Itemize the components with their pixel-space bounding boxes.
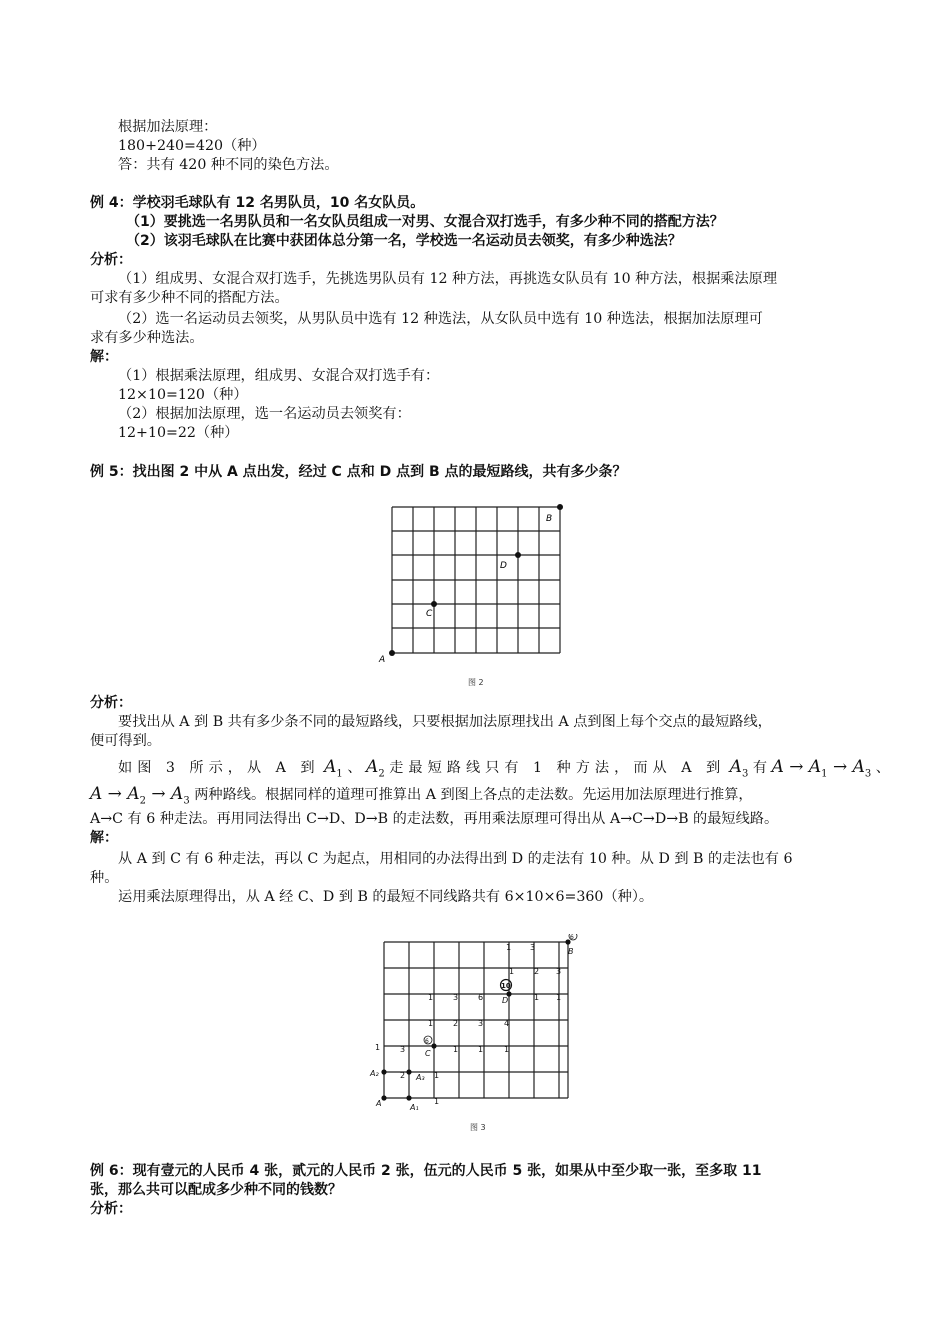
figure-3 bbox=[364, 934, 594, 1134]
count-label: 1 bbox=[504, 1045, 510, 1054]
circled-count: 6 bbox=[425, 1038, 429, 1045]
count-label: 3 bbox=[400, 1045, 406, 1054]
analysis-label: 分析： bbox=[90, 1201, 132, 1217]
count-label: 3 bbox=[530, 943, 536, 952]
analysis-label: 分析： bbox=[90, 695, 132, 711]
text-line: （2）选一名运动员去领奖，从男队员中选有 12 种选法，从女队员中选有 10 种选法，根据加法原理可 bbox=[118, 311, 763, 327]
text-line: （2）根据加法原理，选一名运动员去领奖有： bbox=[118, 406, 411, 422]
text-line: 求有多少种选法。 bbox=[90, 330, 204, 346]
text-span: 、 bbox=[875, 760, 890, 776]
count-label: 1 bbox=[509, 967, 515, 976]
figure-2 bbox=[376, 500, 576, 690]
text-line: 可求有多少种不同的搭配方法。 bbox=[90, 290, 289, 306]
text-span: 走最短路线只有 1 种方法，而从 A 到 bbox=[389, 760, 726, 776]
point-A3-label: A₃ bbox=[416, 1073, 425, 1082]
example-4-title: 例 4：学校羽毛球队有 12 名男队员，10 名女队员。 bbox=[90, 195, 425, 211]
text-line: A→C 有 6 种走法。再用同法得出 C→D、D→B 的走法数，再用乘法原理可得出从 A→C→D→B 的最短线路。 bbox=[90, 811, 779, 827]
count-label: 1 bbox=[375, 1043, 381, 1052]
example-4-question-1: （1）要挑选一名男队员和一名女队员组成一对男、女混合双打选手，有多少种不同的搭配方法？ bbox=[126, 214, 724, 230]
text-line: （1）根据乘法原理，组成男、女混合双打选手有： bbox=[118, 368, 440, 384]
count-label: 6 bbox=[478, 993, 484, 1002]
point-D-label: D bbox=[502, 996, 509, 1005]
point-C-label: C bbox=[426, 609, 433, 619]
count-label: 3 bbox=[478, 1019, 484, 1028]
text-span: 、 bbox=[347, 760, 362, 776]
count-label: 4 bbox=[504, 1019, 510, 1028]
point-C-label: C bbox=[425, 1049, 431, 1058]
count-label: 1 bbox=[453, 1045, 459, 1054]
circled-count: 10 bbox=[501, 982, 511, 990]
math-A2: $A_2$ bbox=[366, 757, 385, 780]
grid-diagram-with-counts bbox=[364, 934, 594, 1134]
math-A3: $A_3$ bbox=[729, 757, 749, 780]
point-B-label: B bbox=[568, 947, 574, 956]
point-D-label: D bbox=[500, 561, 507, 571]
math-path-1: $A \to A_1 \to A_3$ bbox=[771, 757, 872, 780]
example-5-title: 例 5：找出图 2 中从 A 点出发，经过 C 点和 D 点到 B 点的最短路线，共有多少条？ bbox=[90, 464, 627, 480]
count-label: 2 bbox=[453, 1019, 459, 1028]
formula-line bbox=[118, 758, 890, 783]
count-label: 1 bbox=[478, 1045, 484, 1054]
math-A1: $A_1$ bbox=[324, 757, 343, 780]
text-line: 12×10=120（种） bbox=[118, 387, 248, 403]
count-label: 1 bbox=[428, 993, 434, 1002]
count-label: 2 bbox=[400, 1071, 406, 1080]
point-A-label: A bbox=[379, 655, 386, 665]
count-label: 1 bbox=[434, 1071, 440, 1080]
example-6-title-cont: 张，那么共可以配成多少种不同的钱数？ bbox=[90, 1182, 342, 1198]
point-A1-label: A₁ bbox=[410, 1103, 419, 1112]
figure-caption: 图 3 bbox=[470, 1123, 486, 1132]
point-A-label: A bbox=[376, 1099, 382, 1108]
formula-line bbox=[90, 785, 753, 810]
example-4-question-2: （2）该羽毛球队在比赛中获团体总分第一名，学校选一名运动员去领奖，有多少种选法？ bbox=[126, 233, 682, 249]
text-line: 答：共有 420 种不同的染色方法。 bbox=[118, 157, 339, 173]
text-line: （1）组成男、女混合双打选手，先挑选男队员有 12 种方法，再挑选女队员有 10 种方法，根据乘法原理 bbox=[118, 271, 778, 287]
example-6-title: 例 6：现有壹元的人民币 4 张，贰元的人民币 2 张，伍元的人民币 5 张，如果从中至少取一张，至多取 11 bbox=[90, 1163, 762, 1179]
count-label: 1 bbox=[506, 943, 512, 952]
count-label: 1 bbox=[556, 993, 562, 1002]
figure-caption: 图 2 bbox=[468, 678, 484, 687]
text-span: 有 bbox=[752, 760, 768, 776]
text-line: 180+240=420（种） bbox=[118, 138, 266, 154]
circled-count: 6 bbox=[570, 934, 574, 941]
count-label: 1 bbox=[428, 1019, 434, 1028]
count-label: 3 bbox=[453, 993, 459, 1002]
text-line: 运用乘法原理得出，从 A 经 C、D 到 B 的最短不同线路共有 6×10×6=360（种）。 bbox=[118, 889, 654, 905]
text-line: 便可得到。 bbox=[90, 733, 161, 749]
point-B-label: B bbox=[546, 514, 553, 524]
analysis-label: 分析： bbox=[90, 252, 132, 268]
grid-diagram bbox=[376, 500, 576, 690]
text-line: 种。 bbox=[90, 870, 119, 886]
text-line: 12+10=22（种） bbox=[118, 425, 239, 441]
text-line: 从 A 到 C 有 6 种走法，再以 C 为起点，用相同的办法得出到 D 的走法有 10 种。从 D 到 B 的走法也有 6 bbox=[118, 851, 793, 867]
count-label: 1 bbox=[534, 993, 540, 1002]
count-label: 1 bbox=[434, 1097, 440, 1106]
text-line: 要找出从 A 到 B 共有多少条不同的最短路线，只要根据加法原理找出 A 点到图上每个交点的最短路线， bbox=[118, 714, 772, 730]
math-path-2: $A \to A_2 \to A_3$ bbox=[90, 784, 190, 807]
text-line: 根据加法原理： bbox=[118, 119, 218, 135]
solution-label: 解： bbox=[90, 830, 118, 846]
text-span: 两种路线。根据同样的道理可推算出 A 到图上各点的走法数。先运用加法原理进行推算， bbox=[194, 787, 753, 803]
solution-label: 解： bbox=[90, 349, 118, 365]
count-label: 2 bbox=[534, 967, 540, 976]
point-A2-label: A₂ bbox=[370, 1069, 379, 1078]
count-label: 3 bbox=[556, 967, 562, 976]
text-span: 如图 3 所示，从 A 到 bbox=[118, 760, 320, 776]
